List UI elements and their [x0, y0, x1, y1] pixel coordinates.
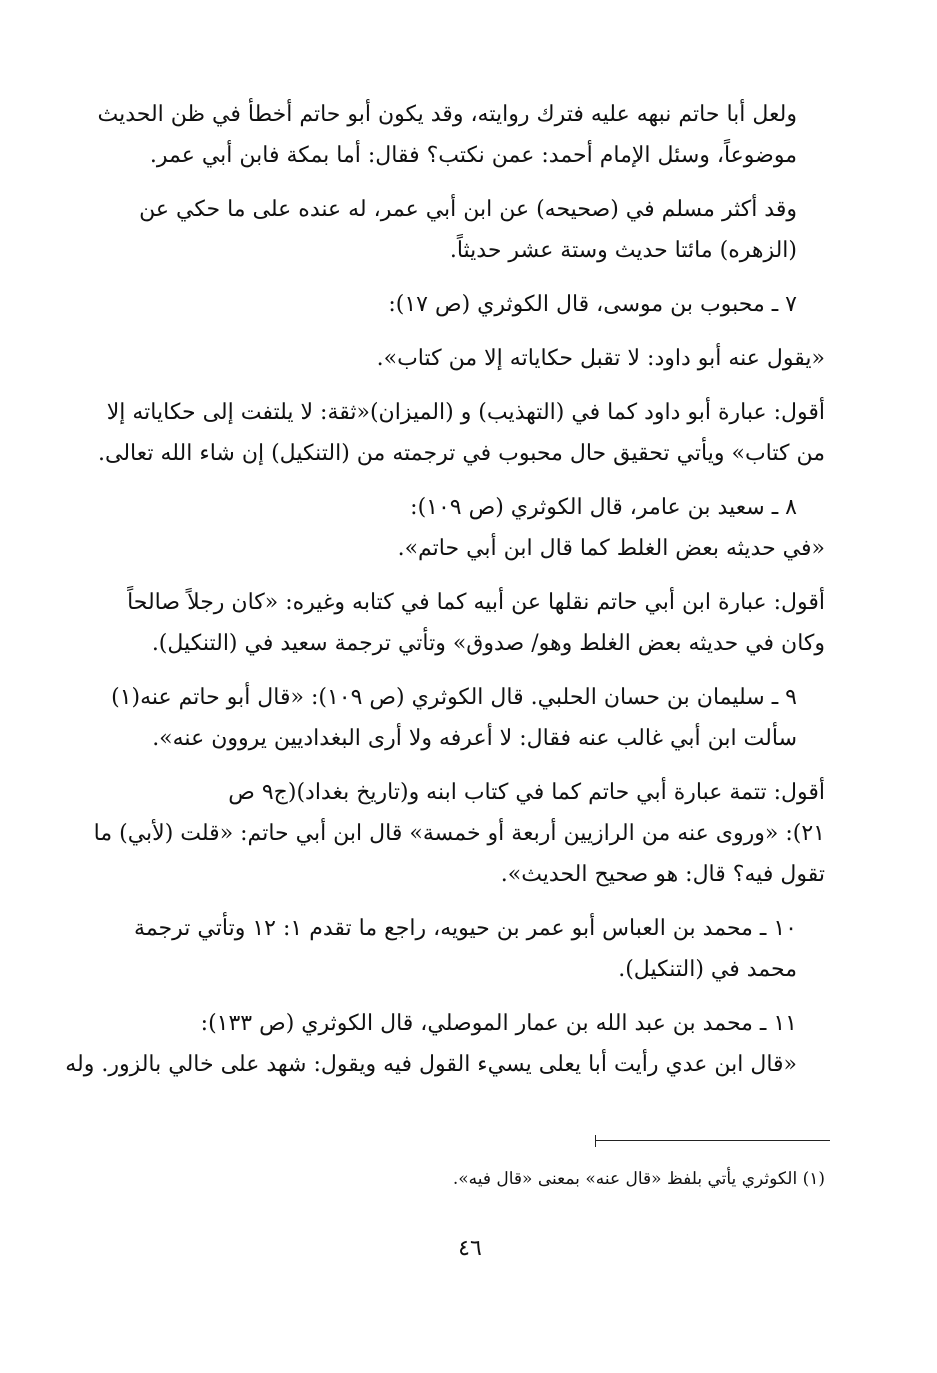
heading-entry-11 [65, 1003, 825, 1085]
text-line: موضوعاً، وسئل الإمام أحمد: عمن نكتب؟ فقال: أما بمكة فابن أبي عمر. [149, 143, 797, 168]
text-line: وقد أكثر مسلم في (صحيحه) عن ابن أبي عمر، له عنده على ما حكي عن [139, 197, 797, 222]
text-line: من كتاب» ويأتي تحقيق حال محبوب في ترجمته من (التنكيل) إن شاء الله تعالى. [98, 441, 825, 466]
text-line: أقول: تتمة عبارة أبي حاتم كما في كتاب ابنه و(تاريخ بغداد)(ج٩ ص [228, 780, 825, 805]
heading-entry-10 [95, 908, 825, 990]
text-line: ٨ ـ سعيد بن عامر، قال الكوثري (ص ١٠٩): [410, 495, 797, 520]
text-line: «قال ابن عدي رأيت أبا يعلى يسيء القول فيه ويقول: شهد على خالي بالزور. وله [65, 1052, 797, 1077]
paragraph-reply-9 [95, 772, 825, 895]
text-line: محمد في (التنكيل). [618, 957, 797, 982]
text-line: «يقول عنه أبو داود: لا تقبل حكاياته إلا من كتاب». [376, 346, 825, 371]
footnote: (١) الكوثري يأتي بلفظ «قال عنه» بمعنى «قال فيه». [452, 1169, 825, 1189]
text-line: ١٠ ـ محمد بن العباس أبو عمر بن حيويه، راجع ما تقدم ١: ١٢ وتأتي ترجمة [134, 916, 797, 941]
text-line: وكان في حديثه بعض الغلط وهو/ صدوق» وتأتي ترجمة سعيد في (التنكيل). [151, 631, 825, 656]
text-line: ٢١): «وروى عنه من الرازيين أربعة أو خمسة» قال ابن أبي حاتم: «قلت (لأبي) ما [93, 821, 825, 846]
heading-entry-8 [95, 487, 825, 569]
paragraph-reply-7 [95, 392, 825, 474]
quote-entry-7 [95, 338, 825, 379]
text-line: (الزهره) مائتا حديث وستة عشر حديثاً. [449, 238, 797, 263]
heading-entry-9 [95, 677, 825, 759]
text-line: ١١ ـ محمد بن عبد الله بن عمار الموصلي، قال الكوثري (ص ١٣٣): [200, 1011, 797, 1036]
text-line: أقول: عبارة ابن أبي حاتم نقلها عن أبيه كما في كتابه وغيره: «كان رجلاً صالحاً [127, 590, 825, 615]
main-text [65, 94, 825, 1098]
page-number: ٤٦ [458, 1236, 482, 1261]
text-line: ٩ ـ سليمان بن حسان الحلبي. قال الكوثري (ص ١٠٩): «قال أبو حاتم عنه(١) [111, 685, 797, 710]
paragraph-abu-hatim [95, 94, 825, 176]
text-line: سألت ابن أبي غالب عنه فقال: لا أعرفه ولا أرى البغداديين يروون عنه». [152, 726, 797, 751]
footnote-divider [595, 1140, 830, 1141]
text-line: أقول: عبارة أبو داود كما في (التهذيب) و (الميزان)«ثقة: لا يلتفت إلى حكاياته إلا [106, 400, 825, 425]
heading-entry-7 [95, 284, 825, 325]
paragraph-reply-8 [95, 582, 825, 664]
text-line: «في حديثه بعض الغلط كما قال ابن أبي حاتم». [397, 536, 825, 561]
text-line: ٧ ـ محبوب بن موسى، قال الكوثري (ص ١٧): [388, 292, 797, 317]
text-line: ولعل أبا حاتم نبهه عليه فترك روايته، وقد يكون أبو حاتم أخطأ في ظن الحديث [97, 102, 797, 127]
text-line: تقول فيه؟ قال: هو صحيح الحديث». [500, 862, 825, 887]
paragraph-muslim [95, 189, 825, 271]
